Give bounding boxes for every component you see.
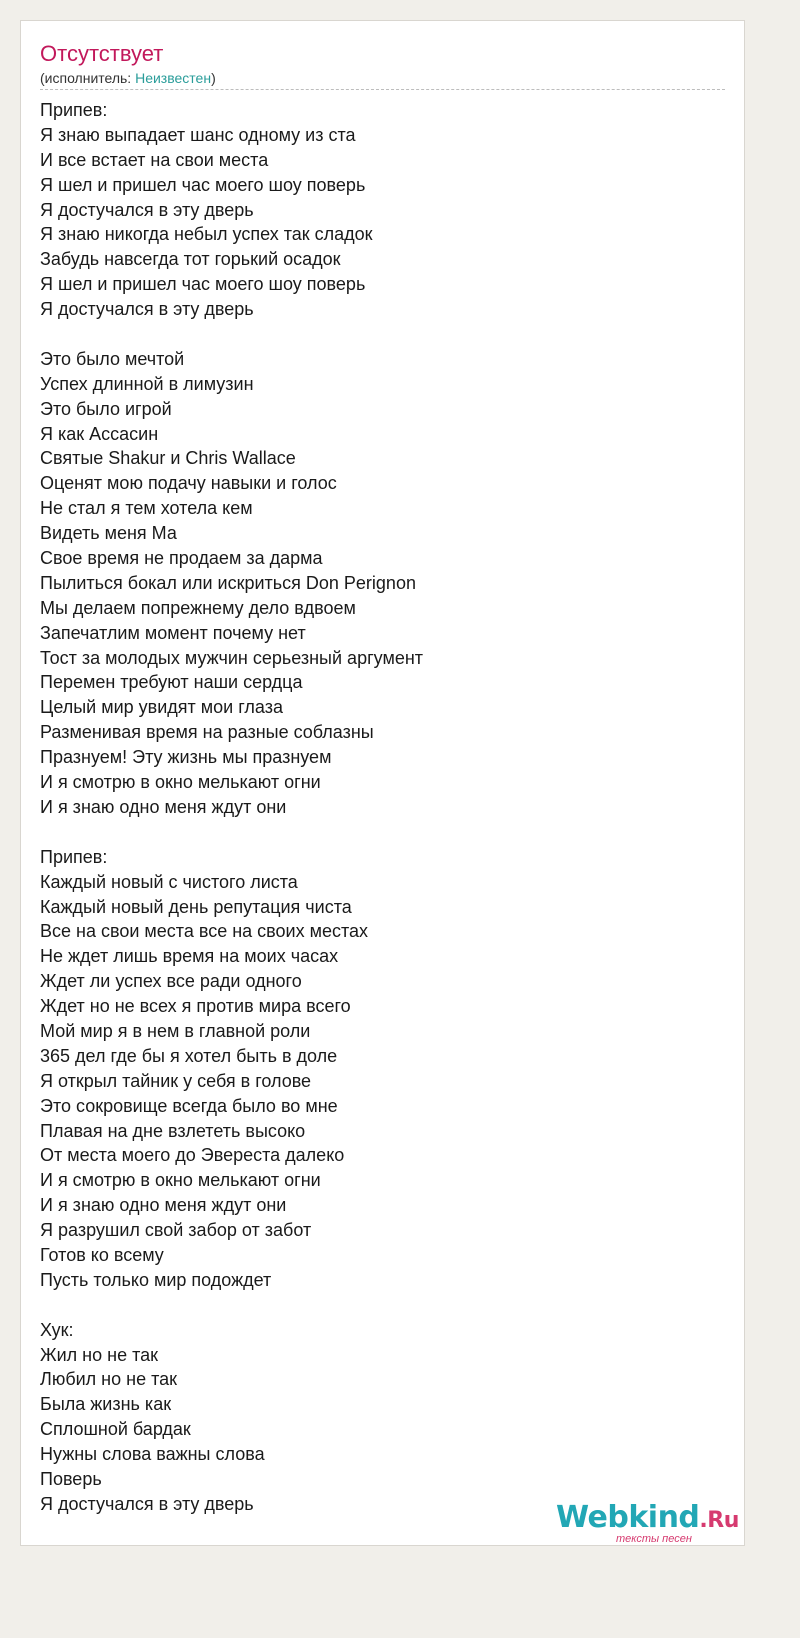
- lyrics-line: Забудь навсегда тот горький осадок: [40, 249, 341, 270]
- lyrics-line: Не стал я тем хотела кем: [40, 498, 253, 519]
- lyrics-line: 365 дел где бы я хотел быть в доле: [40, 1045, 338, 1066]
- lyrics-line: Готов ко всему: [40, 1244, 164, 1265]
- logo-tld: .Ru: [699, 1508, 739, 1533]
- lyrics-line: Разменивая время на разные соблазны: [40, 722, 374, 743]
- lyrics-line: Сплошной бардак: [40, 1419, 191, 1440]
- lyrics-line: Каждый новый с чистого листа: [40, 871, 298, 892]
- lyrics-line: Я достучался в эту дверь: [40, 1493, 254, 1514]
- lyrics-line: Припев:: [40, 846, 108, 867]
- lyrics-blank-line: [40, 322, 700, 347]
- lyrics-line: Перемен требуют наши сердца: [40, 672, 303, 693]
- logo-tagline: тексты песен: [616, 1533, 692, 1545]
- lyrics-line: Целый мир увидят мои глаза: [40, 697, 283, 718]
- lyrics-line: Ждет ли успех все ради одного: [40, 971, 302, 992]
- lyrics-line: Я разрушил свой забор от забот: [40, 1220, 312, 1241]
- lyrics-line: Припев:: [40, 100, 108, 120]
- lyrics-line: Я шел и пришел час моего шоу поверь: [40, 274, 366, 295]
- title-divider: [40, 89, 725, 90]
- lyrics-line: Не ждет лишь время на моих часах: [40, 946, 339, 967]
- lyrics-line: Мы делаем попрежнему дело вдвоем: [40, 597, 356, 618]
- artist-suffix: ): [211, 70, 216, 86]
- lyrics-line: Я как Ассасин: [40, 423, 159, 444]
- lyrics-line: Я шел и пришел час моего шоу поверь: [40, 174, 366, 195]
- lyrics-line: Видеть меня Ма: [40, 523, 177, 544]
- lyrics-line: Успех длинной в лимузин: [40, 373, 254, 394]
- lyrics-line: И я знаю одно меня ждут они: [40, 1195, 287, 1216]
- lyrics-line: Я достучался в эту дверь: [40, 199, 254, 220]
- lyrics-line: Каждый новый день репутация чиста: [40, 896, 352, 917]
- logo-wordmark: [556, 1500, 739, 1535]
- logo-name: Webkind: [556, 1500, 700, 1535]
- lyrics-line: Я знаю выпадает шанс одному из ста: [40, 124, 356, 145]
- lyrics-line: И я смотрю в окно мелькают огни: [40, 1170, 321, 1191]
- lyrics-line: Свое время не продаем за дарма: [40, 548, 323, 569]
- lyrics-line: Оценят мою подачу навыки и голос: [40, 473, 337, 494]
- lyrics-line: Была жизнь как: [40, 1394, 172, 1415]
- lyrics-line: Поверь: [40, 1468, 102, 1489]
- site-logo[interactable]: [556, 1500, 746, 1548]
- song-title: Отсутствует: [40, 41, 164, 66]
- lyrics-text: [40, 98, 700, 1517]
- lyrics-line: Я знаю никогда небыл успех так сладок: [40, 224, 373, 245]
- lyrics-line: Плавая на дне взлететь высоко: [40, 1120, 306, 1141]
- lyrics-line: И я смотрю в окно мелькают огни: [40, 772, 321, 793]
- lyrics-line: Ждет но не всех я против мира всего: [40, 996, 351, 1017]
- lyrics-line: Это было игрой: [40, 398, 172, 419]
- lyrics-line: И я знаю одно меня ждут они: [40, 796, 287, 817]
- lyrics-line: Празнуем! Эту жизнь мы празнуем: [40, 747, 332, 768]
- lyrics-line: Это было мечтой: [40, 348, 185, 369]
- lyrics-line: Любил но не так: [40, 1369, 178, 1390]
- lyrics-blank-line: [40, 820, 700, 845]
- lyrics-line: Хук:: [40, 1319, 74, 1340]
- lyrics-line: Все на свои места все на своих местах: [40, 921, 369, 942]
- lyrics-line: Жил но не так: [40, 1344, 159, 1365]
- lyrics-line: От места моего до Эвереста далеко: [40, 1145, 345, 1166]
- lyrics-line: Я достучался в эту дверь: [40, 299, 254, 320]
- lyrics-line: Мой мир я в нем в главной роли: [40, 1020, 311, 1041]
- lyrics-line: Запечатлим момент почему нет: [40, 622, 306, 643]
- lyrics-line: Пусть только мир подождет: [40, 1269, 272, 1290]
- artist-prefix: (исполнитель:: [40, 70, 136, 86]
- lyrics-line: Пылиться бокал или искриться Don Perignon: [40, 572, 416, 593]
- lyrics-line: Святые Shakur и Chris Wallace: [40, 448, 296, 469]
- lyrics-line: Это сокровище всегда было во мне: [40, 1095, 338, 1116]
- lyrics-line: Я открыл тайник у себя в голове: [40, 1070, 312, 1091]
- lyrics-line: Нужны слова важны слова: [40, 1444, 265, 1465]
- lyrics-blank-line: [40, 1293, 700, 1318]
- lyrics-line: Тост за молодых мужчин серьезный аргумент: [40, 647, 424, 668]
- artist-line: [40, 69, 216, 87]
- lyrics-line: И все встает на свои места: [40, 149, 269, 170]
- artist-link[interactable]: Неизвестен: [135, 70, 212, 86]
